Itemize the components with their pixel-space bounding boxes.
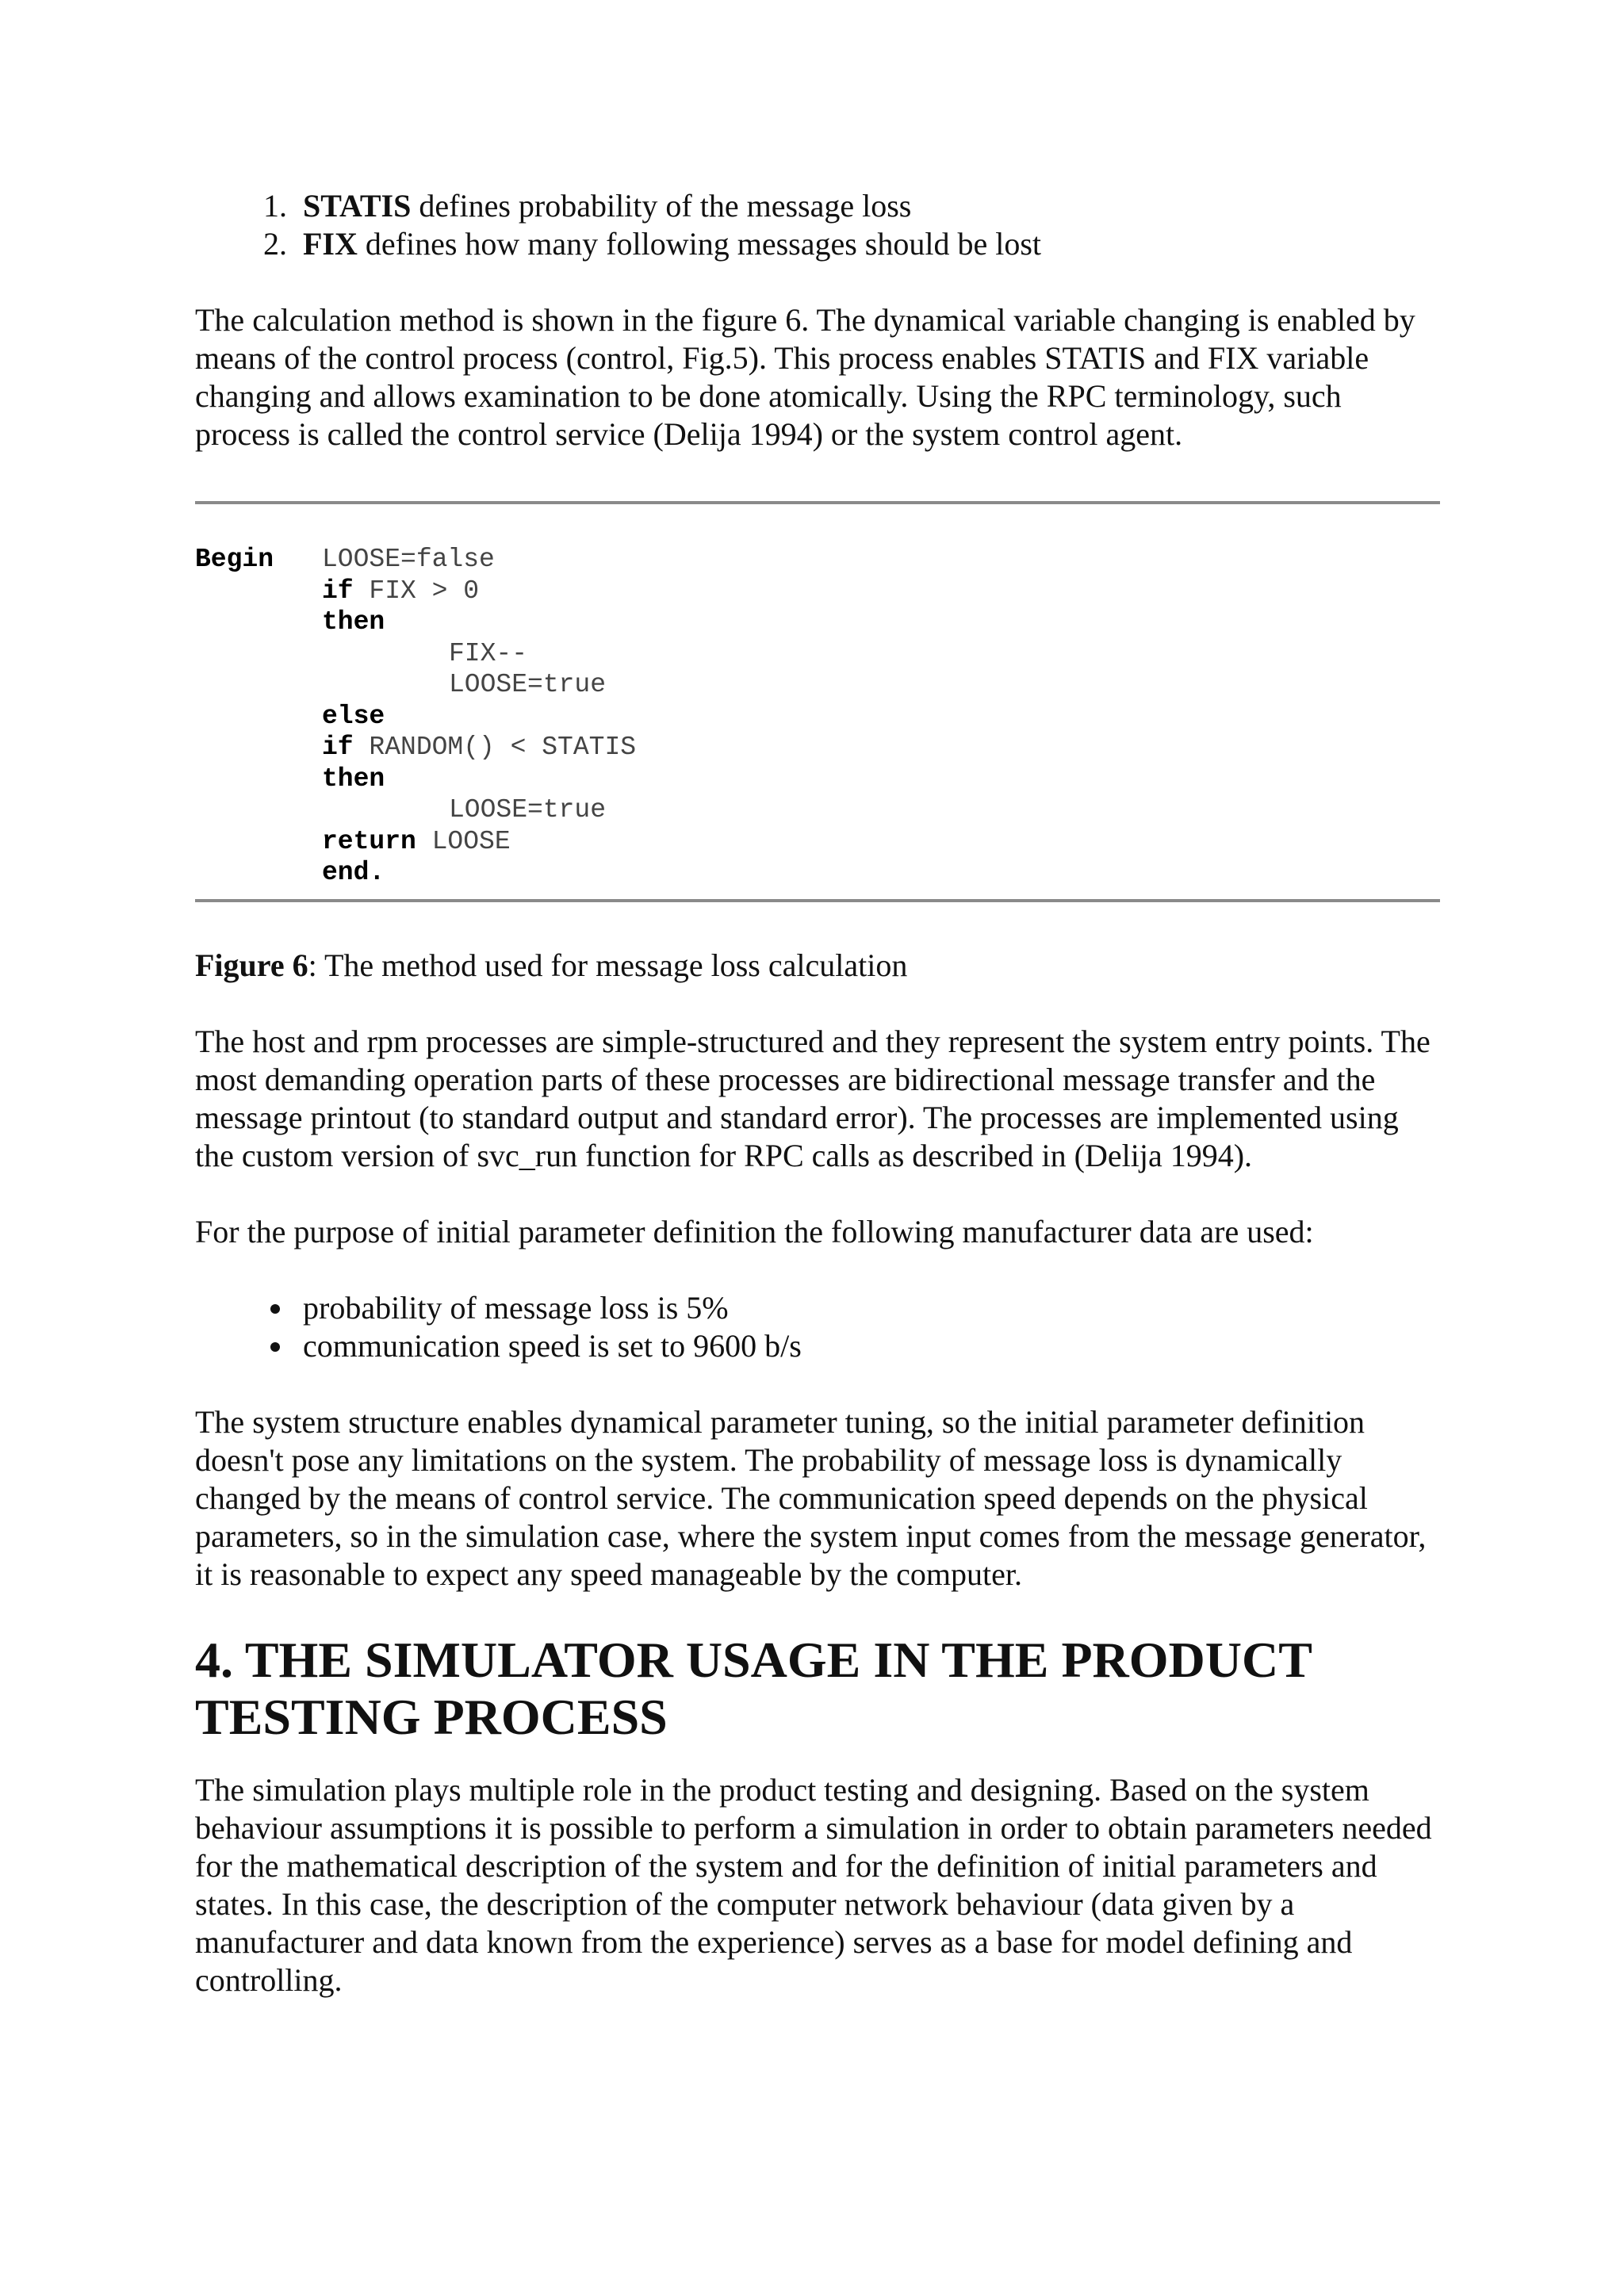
bullet-list	[195, 1289, 1440, 1365]
code-keyword: if	[322, 733, 354, 762]
code-text: LOOSE	[416, 826, 511, 856]
code-keyword: then	[322, 763, 385, 794]
paragraph-calculation-method: The calculation method is shown in the figure 6. The dynamical variable changing is enabled by means of the control process (control, Fig.5). This process enables STATIS and FIX variable changing and allows examination to be done atomically. Using the RPC terminology, such process is called the control service (Delija 1994) or the system control agent.	[195, 302, 1415, 452]
section-heading: 4. THE SIMULATOR USAGE IN THE PRODUCT TESTING PROCESS	[195, 1632, 1312, 1745]
paragraph-initial-parameters: For the purpose of initial parameter definition the following manufacturer data are used:	[195, 1214, 1314, 1249]
numbered-list	[195, 187, 1440, 263]
list-term: STATIS	[303, 188, 412, 224]
code-line: LOOSE=true	[449, 670, 607, 699]
figure-label: Figure 6	[195, 947, 308, 983]
code-begin: Begin	[195, 545, 274, 574]
code-text: RANDOM() < STATIS	[353, 733, 637, 762]
figure-caption	[195, 947, 1440, 985]
code-text: FIX > 0	[353, 576, 480, 606]
paragraph-host-rpm: The host and rpm processes are simple-structured and they represent the system entry points. The most demanding operation parts of these processes are bidirectional message transfer and the message printout (to standard output and standard error). The processes are implemented using the custom version of svc_run function for RPC calls as described in (Delija 1994).	[195, 1024, 1431, 1173]
code-line: LOOSE=true	[449, 795, 607, 825]
list-item: • probability of message loss is 5%	[295, 1289, 1440, 1327]
figure-caption-text: : The method used for message loss calculation	[308, 947, 908, 983]
code-line: FIX--	[449, 638, 528, 668]
document-page	[195, 187, 1440, 2038]
paragraph-system-structure: The system structure enables dynamical parameter tuning, so the initial parameter definition doesn't pose any limitations on the system. The probability of message loss is dynamically changed by the means of control service. The communication speed depends on the physical parameters, so in the simulation case, where the system input comes from the message generator, it is reasonable to expect any speed manageable by the computer.	[195, 1404, 1427, 1592]
code-line	[322, 826, 511, 858]
code-keyword: then	[322, 607, 385, 637]
code-keyword: end.	[322, 858, 385, 887]
list-item: • communication speed is set to 9600 b/s	[295, 1327, 1440, 1365]
code-line: LOOSE=false	[322, 545, 495, 574]
list-text: defines how many following messages should be lost	[357, 226, 1041, 262]
code-keyword: return	[322, 826, 416, 856]
code-block	[195, 504, 1440, 887]
list-term: FIX	[303, 226, 358, 262]
list-item	[295, 187, 1440, 225]
code-line	[322, 732, 636, 763]
figure-bottom-rule	[195, 899, 1440, 902]
code-keyword: else	[322, 701, 385, 731]
paragraph-simulation-role: The simulation plays multiple role in the product testing and designing. Based on the system behaviour assumptions it is possible to perform a simulation in order to obtain parameters needed for the mathematical description of the system and for the definition of initial parameters and states. In this case, the description of the computer network behaviour (data given by a manufacturer and data known from the experience) serves as a base for model defining and controlling.	[195, 1772, 1432, 1998]
list-text: defines probability of the message loss	[411, 188, 912, 224]
list-item	[295, 225, 1440, 263]
code-keyword: if	[322, 576, 354, 606]
code-line	[322, 576, 479, 607]
